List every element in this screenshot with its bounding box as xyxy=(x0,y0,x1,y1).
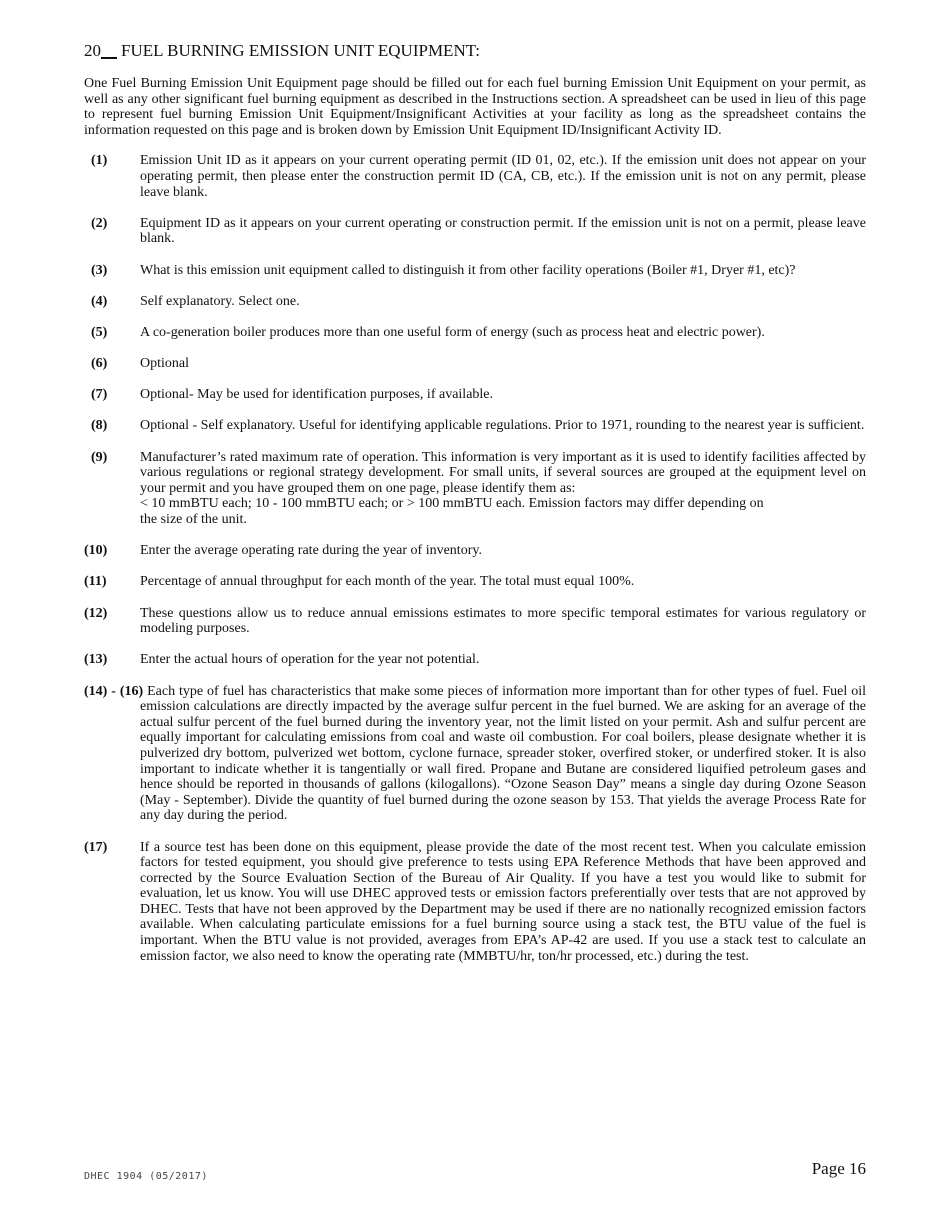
list-item xyxy=(84,840,866,965)
year-blank-line xyxy=(101,56,117,59)
item-number: (17) xyxy=(84,839,108,855)
item-number: (12) xyxy=(84,605,108,621)
list-item xyxy=(84,153,866,200)
item-text: Self explanatory. Select one. xyxy=(140,293,300,309)
list-item xyxy=(84,574,866,590)
item-number: (14) - (16) xyxy=(84,683,144,699)
heading-title: FUEL BURNING EMISSION UNIT EQUIPMENT: xyxy=(121,41,480,60)
item-number: (11) xyxy=(84,574,107,590)
item-number: (3) xyxy=(91,262,108,278)
item-number: (9) xyxy=(91,449,108,465)
item-number: (4) xyxy=(91,293,108,309)
item-text: Equipment ID as it appears on your current operating or construction permit. If the emission unit is not on a permit, please leave blank. xyxy=(140,215,866,247)
item-text: If a source test has been done on this equipment, please provide the date of the most recent test. When you calculate emission factors for tested equipment, you should give preference to tests using EPA Reference Methods that have been approved and corrected by the Source Evaluation Section of the Bureau of Air Quality. If you have a test you would like to submit for evaluation, let us know. You will use DHEC approved tests or emission factors preferentially over tests that are not approved by DHEC. Tests that have not been approved by the Department may be used if there are no nationally recognized emission factors available. When calculating particulate emissions for a fuel burning source using a stack test, the BTU value of the fuel is important. When the BTU value is not provided, averages from EPA’s AP-42 are used. If you use a stack test to calculate an emission factor, we also need to know the operating rate (MMBTU/hr, ton/hr processed, etc.) during the test. xyxy=(140,839,866,964)
list-item xyxy=(84,263,866,279)
item-number: (5) xyxy=(91,324,108,340)
list-item xyxy=(84,387,866,403)
form-id: DHEC 1904 (05/2017) xyxy=(84,1171,208,1182)
list-item xyxy=(84,294,866,310)
item-number: (7) xyxy=(91,387,108,403)
list-item xyxy=(84,450,866,528)
list-item xyxy=(84,652,866,668)
item-text: Optional- May be used for identification purposes, if available. xyxy=(140,387,494,403)
list-item xyxy=(84,418,866,434)
item-text: Manufacturer’s rated maximum rate of operation. This information is very important as it is used to identify facilities affected by various regulations or regional strategy development. For small units, if several sources are grouped at the equipment level on your permit and you have grouped them on one page, please identify them as: xyxy=(140,449,866,496)
list-item xyxy=(84,216,866,247)
item-text: Each type of fuel has characteristics that make some pieces of information more important than for other types of fuel. Fuel oil emission calculations are directly impacted by the average sulfur percent in the fuel burned. We are asking for an average of the actual sulfur percent of the fuel burned during the inventory year, not the limit listed on your permit. Ash and sulfur percent are equally important for calculating emissions from coal and waste oil combustion. For coal boilers, please designate whether it is pulverized dry bottom, pulverized wet bottom, cyclone furnace, spreader stoker, overfired stoker, or underfired stoker. It is also important to indicate whether it is tangentially or wall fired. Propane and Butane are considered liquified petroleum gases and hence should be reported in thousands of gallons (kilogallons). “Ozone Season Day” means a single day during Ozone Season (May - September). Divide the quantity of fuel burned during the ozone season by 153. That yields the average Process Rate for any day during the period. xyxy=(140,683,866,824)
intro-paragraph: One Fuel Burning Emission Unit Equipment page should be filled out for each fuel burning Emission Unit Equipment on your permit, as well as any other significant fuel burning equipment as described in the Instructions section. A spreadsheet can be used in lieu of this page to represent fuel burning Emission Unit Equipment/Insignificant Activities at your facility as long as the spreadsheet contains the information requested on this page and is broken down by Emission Unit Equipment ID/Insignificant Activity ID. xyxy=(84,76,866,138)
item-text: These questions allow us to reduce annual emissions estimates to more specific temporal estimates for various regulatory or modeling purposes. xyxy=(140,605,866,637)
list-item xyxy=(84,325,866,341)
item-text: Optional - Self explanatory. Useful for identifying applicable regulations. Prior to 1971, rounding to the nearest year is sufficient. xyxy=(140,418,865,434)
item-text: Enter the actual hours of operation for the year not potential. xyxy=(140,652,480,668)
item-number: (2) xyxy=(91,215,108,231)
item-text: Emission Unit ID as it appears on your current operating permit (ID 01, 02, etc.). If the emission unit does not appear on your operating permit, then please enter the construction permit ID (CA, CB, etc.). If the emission unit is not on any permit, please leave blank. xyxy=(140,153,866,200)
item-number: (6) xyxy=(91,356,108,372)
item-number: (1) xyxy=(91,153,108,169)
item-text-line-2: < 10 mmBTU each; 10 - 100 mmBTU each; or > 100 mmBTU each. Emission factors may differ depending on xyxy=(140,496,764,512)
list-item xyxy=(84,684,866,824)
item-text: What is this emission unit equipment called to distinguish it from other facility operations (Boiler #1, Dryer #1, etc)? xyxy=(140,262,796,278)
item-number: (8) xyxy=(91,418,108,434)
item-text: A co-generation boiler produces more than one useful form of energy (such as process heat and electric power). xyxy=(140,324,765,340)
instructions-page xyxy=(84,40,866,980)
list-item xyxy=(84,356,866,372)
list-item xyxy=(84,606,866,637)
page-number: Page 16 xyxy=(811,1159,866,1178)
item-number: (10) xyxy=(84,543,108,559)
page-heading xyxy=(84,40,866,62)
item-text: Percentage of annual throughput for each month of the year. The total must equal 100%. xyxy=(140,574,635,590)
item-text: Enter the average operating rate during the year of inventory. xyxy=(140,543,482,559)
item-text-block xyxy=(140,450,866,528)
list-item xyxy=(84,543,866,559)
heading-year: 20 xyxy=(84,41,101,60)
item-text-line-3: the size of the unit. xyxy=(140,512,247,528)
item-text: Optional xyxy=(140,356,189,372)
item-number: (13) xyxy=(84,652,108,668)
